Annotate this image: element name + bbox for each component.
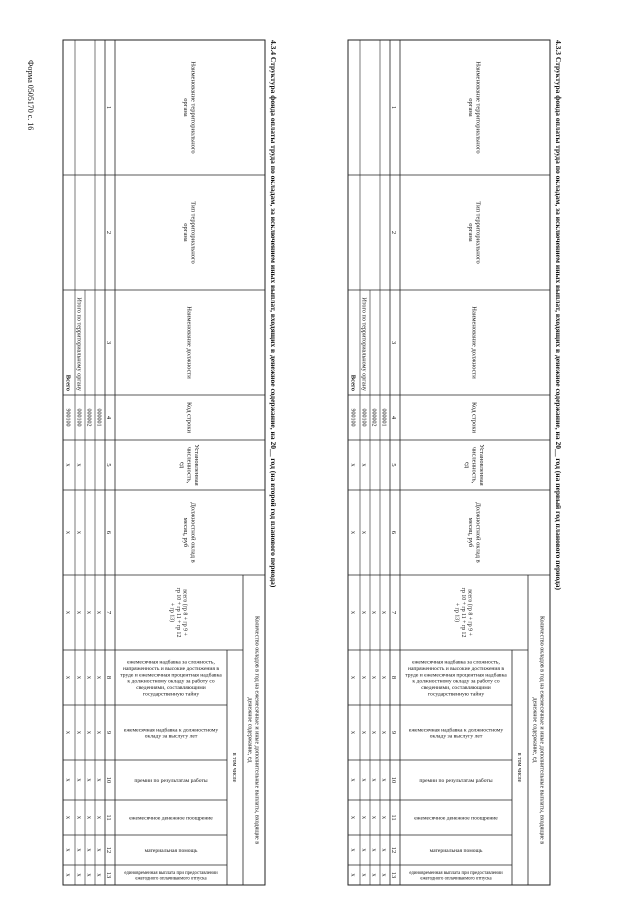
x-mark: x bbox=[85, 815, 93, 820]
x-mark: x bbox=[380, 778, 388, 782]
x-mark: x bbox=[380, 815, 388, 820]
header-group: Количество окладов в год на ежемесячные и иные дополнительные выплаты, входящие вденежное содержание, ед bbox=[246, 615, 260, 845]
section-4-3-3 bbox=[348, 40, 563, 885]
header-c12: материальная помощь bbox=[429, 847, 483, 854]
header-c10: премии по результатам работы bbox=[134, 777, 208, 784]
header-c13-wrap bbox=[124, 871, 218, 881]
column-number: 9 bbox=[390, 730, 397, 735]
x-mark: x bbox=[75, 873, 83, 877]
x-mark: x bbox=[349, 463, 357, 467]
header-headcount: Установленнаячисленность,ед bbox=[463, 444, 486, 486]
column-number: 2 bbox=[390, 230, 397, 235]
row-code: 000100 bbox=[75, 408, 82, 427]
column-number: 7 bbox=[105, 610, 112, 615]
x-mark: x bbox=[95, 610, 103, 615]
header-org-type: Тип территориальногооргана bbox=[181, 201, 197, 264]
header-c10-wrap bbox=[134, 777, 208, 784]
x-mark: x bbox=[75, 815, 83, 820]
x-mark: x bbox=[95, 675, 103, 680]
column-number: 11 bbox=[105, 814, 112, 821]
header-position: Наименование должности bbox=[185, 306, 193, 379]
x-mark: x bbox=[95, 848, 103, 852]
x-mark: x bbox=[64, 730, 72, 735]
column-number: 8 bbox=[390, 675, 397, 680]
x-mark: x bbox=[370, 778, 378, 782]
column-number: 12 bbox=[105, 846, 112, 854]
x-mark: x bbox=[75, 675, 83, 680]
header-group: Количество окладов в год на ежемесячные и иные дополнительные выплаты, входящие вденежное содержание, ед bbox=[531, 615, 545, 845]
x-mark: x bbox=[85, 778, 93, 782]
x-mark: x bbox=[75, 610, 83, 615]
header-c10: премии по результатам работы bbox=[419, 777, 493, 784]
x-mark: x bbox=[360, 848, 368, 852]
x-mark: x bbox=[64, 530, 72, 535]
x-mark: x bbox=[95, 873, 103, 877]
x-mark: x bbox=[360, 675, 368, 680]
x-mark: x bbox=[349, 530, 357, 535]
x-mark: x bbox=[85, 610, 93, 615]
x-mark: x bbox=[349, 610, 357, 615]
x-mark: x bbox=[85, 848, 93, 852]
row-code: 000001 bbox=[380, 408, 387, 427]
column-number: 10 bbox=[105, 776, 112, 784]
x-mark: x bbox=[64, 873, 72, 877]
header-c9: ежемесячная надбавка к должностному окладу за выслугу лет bbox=[408, 727, 504, 740]
x-mark: x bbox=[380, 675, 388, 680]
column-number: 12 bbox=[390, 846, 397, 854]
header-total: всего (гр 8 + гр 9 +гр 10 + гр 11 + гр 12+ гр 13) bbox=[453, 587, 473, 638]
x-mark: x bbox=[85, 675, 93, 680]
column-number: 10 bbox=[390, 776, 397, 784]
x-mark: x bbox=[380, 873, 388, 877]
column-number: 9 bbox=[105, 730, 112, 735]
x-mark: x bbox=[349, 675, 357, 680]
column-number: 1 bbox=[390, 105, 397, 110]
row-code: 900100 bbox=[64, 408, 71, 427]
header-c9-wrap bbox=[124, 726, 218, 739]
header-code: Код строки bbox=[470, 402, 478, 433]
header-position: Наименование должности bbox=[470, 306, 478, 379]
section-title: 4.3.3 Структура фонда оплаты труда по окладам, за исключением иных выплат, входящих в денежное содержание, на 20__ год (на первый год планового периода) bbox=[554, 40, 563, 591]
column-number: 3 bbox=[105, 340, 112, 345]
form-label: Форма 0505170 с. 16 bbox=[26, 60, 35, 131]
x-mark: x bbox=[370, 848, 378, 852]
column-number: 13 bbox=[390, 871, 397, 879]
header-c12: материальная помощь bbox=[144, 847, 198, 854]
header-salary: Должностной оклад вмесяц, руб bbox=[466, 502, 482, 563]
x-mark: x bbox=[349, 730, 357, 735]
header-org-name: Наименование территориальногооргана bbox=[466, 61, 482, 154]
x-mark: x bbox=[95, 730, 103, 735]
header-c13-wrap bbox=[409, 871, 503, 881]
row-code: 900100 bbox=[349, 408, 356, 427]
x-mark: x bbox=[370, 610, 378, 615]
row-code: 000001 bbox=[95, 408, 102, 427]
column-number: 4 bbox=[105, 415, 112, 420]
header-c13: единовременная выплата при предоставлении ежегодного оплачиваемого отпуска bbox=[409, 870, 503, 882]
column-number: 7 bbox=[390, 610, 397, 615]
section-title: 4.3.4 Структура фонда оплаты труда по окладам, за исключением иных выплат, входящих в денежное содержание, на 20__ год (на второй год планового периода) bbox=[269, 40, 278, 588]
x-mark: x bbox=[370, 730, 378, 735]
x-mark: x bbox=[75, 530, 83, 535]
x-mark: x bbox=[64, 778, 72, 782]
x-mark: x bbox=[360, 610, 368, 615]
column-number: 13 bbox=[105, 871, 112, 879]
header-c11: ежемесячное денежное поощрение bbox=[129, 815, 213, 822]
header-c11-wrap bbox=[414, 815, 498, 821]
x-mark: x bbox=[75, 463, 83, 467]
x-mark: x bbox=[349, 815, 357, 820]
x-mark: x bbox=[64, 815, 72, 820]
x-mark: x bbox=[349, 873, 357, 877]
header-c11-wrap bbox=[129, 815, 213, 821]
x-mark: x bbox=[64, 675, 72, 680]
header-c13: единовременная выплата при предоставлении ежегодного оплачиваемого отпуска bbox=[124, 870, 218, 882]
x-mark: x bbox=[360, 778, 368, 782]
header-total: всего (гр 8 + гр 9 +гр 10 + гр 11 + гр 12+ гр 13) bbox=[168, 587, 188, 638]
total-label: Всего bbox=[64, 374, 72, 391]
x-mark: x bbox=[370, 675, 378, 680]
x-mark: x bbox=[360, 730, 368, 735]
x-mark: x bbox=[85, 873, 93, 877]
header-incl: в том числе bbox=[515, 752, 522, 783]
header-c10-wrap bbox=[419, 777, 493, 784]
header-incl: в том числе bbox=[230, 752, 237, 783]
x-mark: x bbox=[360, 530, 368, 535]
x-mark: x bbox=[75, 730, 83, 735]
header-c12-wrap bbox=[430, 848, 483, 854]
x-mark: x bbox=[349, 848, 357, 852]
column-number: 8 bbox=[105, 675, 112, 680]
column-number: 5 bbox=[390, 463, 397, 467]
total-label: Всего bbox=[349, 374, 357, 391]
column-number: 3 bbox=[390, 340, 397, 345]
header-org-name: Наименование территориальногооргана bbox=[181, 61, 197, 154]
column-number: 6 bbox=[105, 530, 112, 535]
row-code: 000002 bbox=[85, 408, 92, 427]
x-mark: x bbox=[349, 778, 357, 782]
column-number: 2 bbox=[105, 230, 112, 235]
header-c9-wrap bbox=[409, 726, 503, 739]
header-c9: ежемесячная надбавка к должностному окладу за выслугу лет bbox=[123, 727, 219, 740]
x-mark: x bbox=[380, 730, 388, 735]
x-mark: x bbox=[95, 778, 103, 782]
header-c8-wrap bbox=[120, 658, 222, 697]
column-number: 6 bbox=[390, 530, 397, 535]
x-mark: x bbox=[380, 610, 388, 615]
x-mark: x bbox=[75, 778, 83, 782]
row-code: 000100 bbox=[360, 408, 367, 427]
column-number: 11 bbox=[390, 814, 397, 821]
x-mark: x bbox=[64, 463, 72, 467]
column-number: 4 bbox=[390, 415, 397, 420]
x-mark: x bbox=[95, 815, 103, 820]
header-c8: ежемесячная надбавка за сложность, напряженность и высокие достижения в труде и ежемесячная процентная надбавка к должностному окладу за работу со сведениями, составляющими государственную тайну bbox=[405, 659, 507, 698]
x-mark: x bbox=[360, 463, 368, 467]
x-mark: x bbox=[75, 848, 83, 852]
x-mark: x bbox=[64, 848, 72, 852]
column-number: 5 bbox=[105, 463, 112, 467]
header-c11: ежемесячное денежное поощрение bbox=[414, 815, 498, 822]
header-c8-wrap bbox=[405, 658, 507, 697]
header-c8: ежемесячная надбавка за сложность, напряженность и высокие достижения в труде и ежемесячная процентная надбавка к должностному окладу за работу со сведениями, составляющими государственную тайну bbox=[120, 659, 222, 698]
x-mark: x bbox=[360, 873, 368, 877]
subtotal-label: Итого по территориальному органу bbox=[360, 297, 368, 391]
header-headcount: Установленнаячисленность,ед bbox=[178, 444, 201, 486]
column-number: 1 bbox=[105, 105, 112, 110]
x-mark: x bbox=[370, 873, 378, 877]
header-c12-wrap bbox=[145, 848, 198, 854]
subtotal-label: Итого по территориальному органу bbox=[75, 297, 83, 391]
header-org-type: Тип территориальногооргана bbox=[466, 201, 482, 264]
x-mark: x bbox=[64, 610, 72, 615]
x-mark: x bbox=[380, 848, 388, 852]
row-code: 000002 bbox=[370, 408, 377, 427]
header-code: Код строки bbox=[185, 402, 193, 433]
x-mark: x bbox=[370, 815, 378, 820]
x-mark: x bbox=[85, 730, 93, 735]
x-mark: x bbox=[360, 815, 368, 820]
section-4-3-4 bbox=[63, 40, 278, 885]
header-salary: Должностной оклад вмесяц, руб bbox=[181, 502, 197, 563]
